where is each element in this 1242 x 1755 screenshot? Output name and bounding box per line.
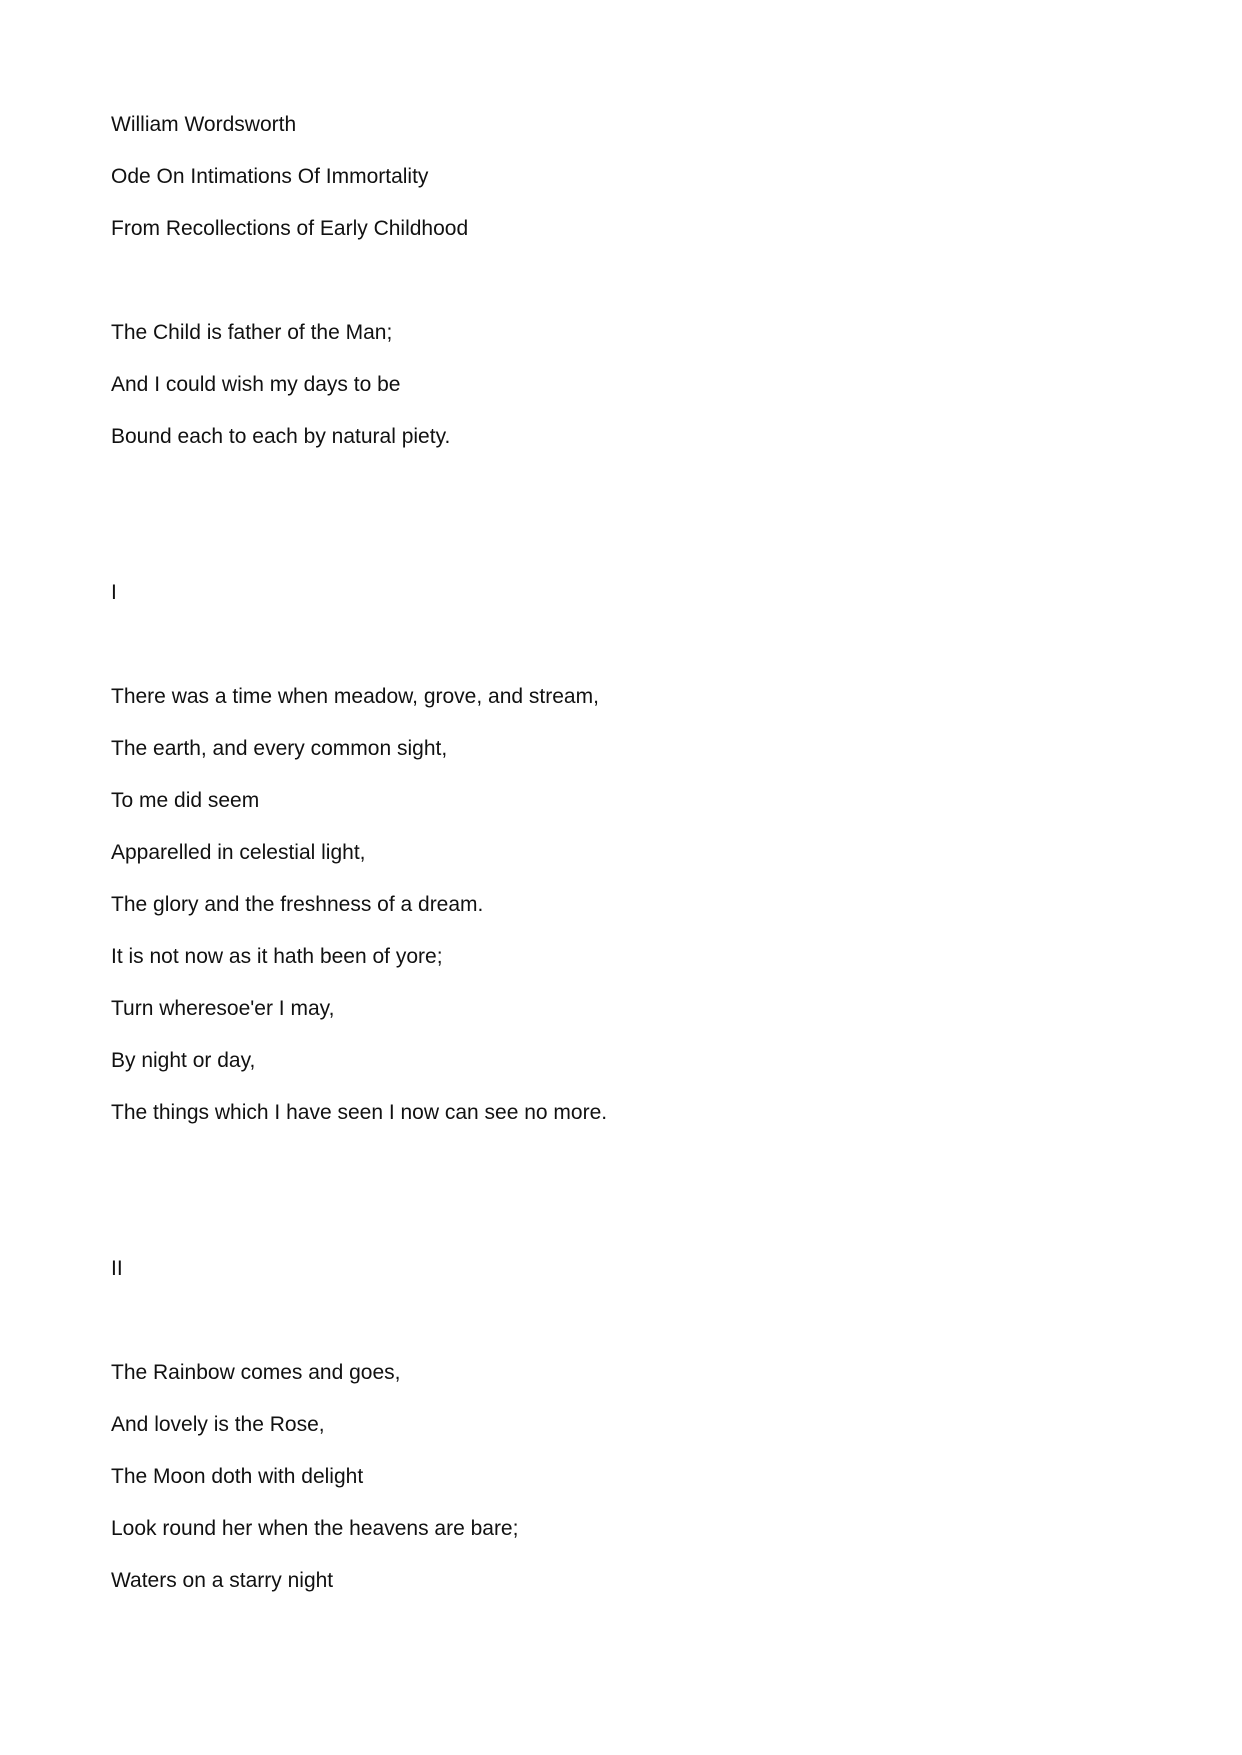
poem-line: Apparelled in celestial light,: [111, 841, 366, 864]
poem-line: It is not now as it hath been of yore;: [111, 945, 443, 968]
epigraph-line: Bound each to each by natural piety.: [111, 425, 451, 448]
poem-line: The Moon doth with delight: [111, 1465, 364, 1488]
poem-title: Ode On Intimations Of Immortality: [111, 165, 429, 188]
poem-line: The glory and the freshness of a dream.: [111, 893, 484, 916]
stanza-numeral: I: [111, 581, 117, 604]
poem-line: Turn wheresoe'er I may,: [111, 997, 335, 1020]
poem-line: And lovely is the Rose,: [111, 1413, 325, 1436]
stanza-numeral: II: [111, 1257, 123, 1280]
epigraph-line: And I could wish my days to be: [111, 373, 401, 396]
poem-line: Waters on a starry night: [111, 1569, 334, 1592]
poem-line: There was a time when meadow, grove, and stream,: [111, 685, 599, 708]
author-line: William Wordsworth: [111, 113, 297, 136]
poem-line: Look round her when the heavens are bare;: [111, 1517, 519, 1540]
poem-line: The earth, and every common sight,: [111, 737, 448, 760]
poem-line: The things which I have seen I now can see no more.: [111, 1101, 608, 1124]
poem-subtitle: From Recollections of Early Childhood: [111, 217, 469, 240]
poem-line: The Rainbow comes and goes,: [111, 1361, 401, 1384]
poem-line: By night or day,: [111, 1049, 256, 1072]
epigraph-line: The Child is father of the Man;: [111, 321, 393, 344]
poem-line: To me did seem: [111, 789, 260, 812]
